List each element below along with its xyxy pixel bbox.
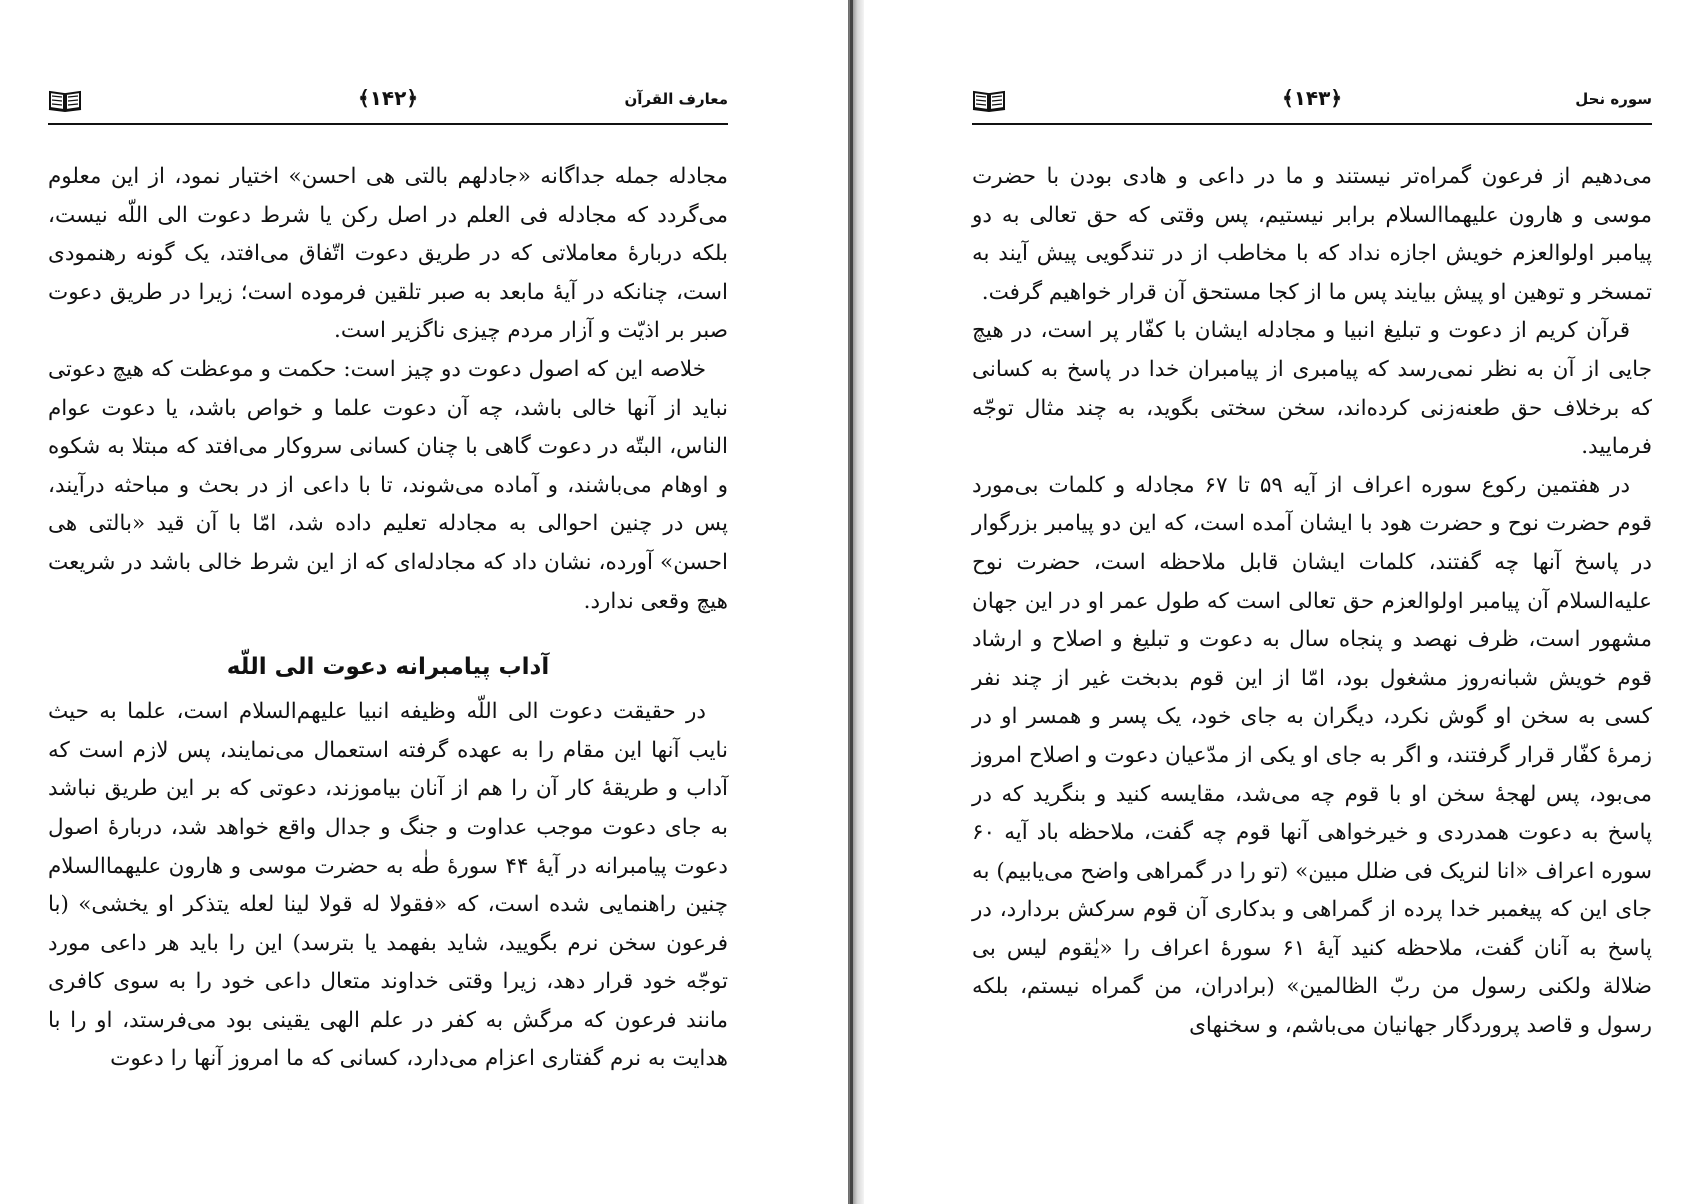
page-number: ﴿۱۴۳﴾ <box>1281 86 1343 110</box>
gutter-shadow <box>850 0 853 1204</box>
header-rule <box>48 123 728 125</box>
right-page-header <box>972 82 1652 122</box>
paragraph: خلاصه این که اصول دعوت دو چیز است: حکمت و موعظت که هیچ دعوتی نباید از آنها خالی باشد، چه آن دعوت علما و خواص باشد، یا دعوت عوام الناس، البتّه در دعوت گاهی با چنان کسانی سروکار می‌افتد که مبتلا به شکوه و اوهام می‌باشند، و آماده می‌شوند، تا با داعی از در بحث و مباحثه درآیند، پس در چنین احوالی به مجادله تعلیم داده شد، امّا با آن قید «بالتی هی احسن» آورده، نشان داد که مجادله‌ای که از این شرط خالی باشد در شریعت هیچ وقعی ندارد. <box>48 356 728 614</box>
open-book-icon <box>48 88 82 112</box>
left-page-body <box>48 158 728 1079</box>
paragraph: قرآن کریم از دعوت و تبلیغ انبیا و مجادله ایشان با کفّار پر است، در هیچ جایی از آن به نظر نمی‌رسد که پیامبری از پیامبران خدا در پاسخ به کسانی که برخلاف حق طعنه‌زنی کرده‌اند، سخن سختی بگوید، به چند مثال توجّه فرمایید. <box>972 318 1652 460</box>
right-page <box>864 0 1705 1204</box>
running-title: معارف القرآن <box>624 90 728 108</box>
paragraph: در حقیقت دعوت الی اللّه وظیفه انبیا علیهم‌السلام است، علما به حیث نایب آنها این مقام را به عهده گرفته استعمال می‌نمایند، پس لازم است که آداب و طریقهٔ کار آن را هم از آنان بیاموزند، دعوتی که بر این طریق نباشد به جای دعوت موجب عداوت و جنگ و جدال واقع خواهد شد، دربارهٔ اصول دعوت پیامبرانه در آیهٔ ۴۴ سورهٔ طٰه به حضرت موسی و هارون علیهماالسلام چنین راهنمایی شده است، که «فقولا له قولا لینا لعله یتذکر او یخشی» (با فرعون سخن نرم بگویید، شاید بفهمد یا بترسد) این را باید هر داعی مورد توجّه خود قرار دهد، زیرا وقتی خداوند متعال داعی خود را به سوی کافری مانند فرعون که مرگش به کفر در علم الهی یقینی بود می‌فرستد، او را با هدایت به نرم گفتاری اعزام می‌دارد، کسانی که ما امروز آنها را دعوت <box>48 699 729 1072</box>
header-rule <box>972 123 1652 125</box>
paragraph: می‌دهیم از فرعون گمراه‌تر نیستند و ما در داعی و هادی بودن با حضرت موسی و هارون علیهماالسلام برابر نیستیم، پس وقتی که حق تعالی به دو پیامبر اولوالعزم خویش اجازه نداد که با مخاطب از در تندگویی پیش آیند به تمسخر و توهین او پیش بیایند پس ما از کجا مستحق آن قرار خواهیم گرفت. <box>972 164 1652 305</box>
right-page-body <box>972 158 1652 1046</box>
page-number: ﴿۱۴۲﴾ <box>357 86 419 110</box>
running-title: سوره نحل <box>1575 90 1652 108</box>
section-heading: آداب پیامبرانه دعوت الی اللّه <box>226 654 550 681</box>
left-page-header <box>48 82 728 122</box>
paragraph: در هفتمین رکوع سوره اعراف از آیه ۵۹ تا ۶۷ مجادله و کلمات بی‌مورد قوم حضرت نوح و حضرت هود با ایشان آمده است، که این دو پیامبر بزرگوار در پاسخ آنها چه گفتند، کلمات ایشان قابل ملاحظه است، حضرت نوح علیه‌السلام آن پیامبر اولوالعزم حق تعالی است که طول عمر او در این جهان مشهور است، ظرف نهصد و پنجاه سال به دعوت و تبلیغ و اصلاح و ارشاد قوم خویش شبانه‌روز مشغول بود، امّا از این قوم بدبخت غیر از چند نفر کسی به سخن او گوش نکرد، دیگران به جای خود، یک پسر و همسر او در زمرهٔ کفّار قرار گرفتند، و اگر به جای او یکی از مدّعیان دعوت و اصلاح امروز می‌بود، پس لهجهٔ سخن او با قوم چه می‌شد، مقایسه کنید و بنگرید که در پاسخ به دعوت همدردی و خیرخواهی آنها قوم چه گفت، ملاحظه باد آیه ۶۰ سوره اعراف «انا لنریک فی ضلل مبین» (تو را در گمراهی واضح می‌یابیم) به جای این که پیغمبر خدا پرده از گمراهی و بدکاری آن قوم سرکش بردارد، در پاسخ به آنان گفت، ملاحظه کنید آیهٔ ۶۱ سورهٔ اعراف را «یٰقوم لیس بی ضلالة ولکنی رسول من ربّ الظالمین» (برادران، من گمراه نیستم، بلکه رسول و قاصد پروردگار جهانیان می‌باشم، و سخنهای <box>972 472 1652 1039</box>
open-book-icon <box>972 88 1006 112</box>
left-page <box>0 0 848 1204</box>
paragraph: مجادله جمله جداگانه «جادلهم بالتی هی احسن» اختیار نمود، از این معلوم می‌گردد که مجادله فی العلم در اصل رکن یا شرط دعوت الی اللّه نیست، بلکه دربارهٔ معاملاتی که در طریق دعوت اتّفاق می‌افتد، یک گونه رهنمودی است، چنانکه در آیهٔ مابعد به صبر تلقین فرموده است؛ زیرا در طریق دعوت صبر بر اذیّت و آزار مردم چیزی ناگزیر است. <box>48 164 728 344</box>
